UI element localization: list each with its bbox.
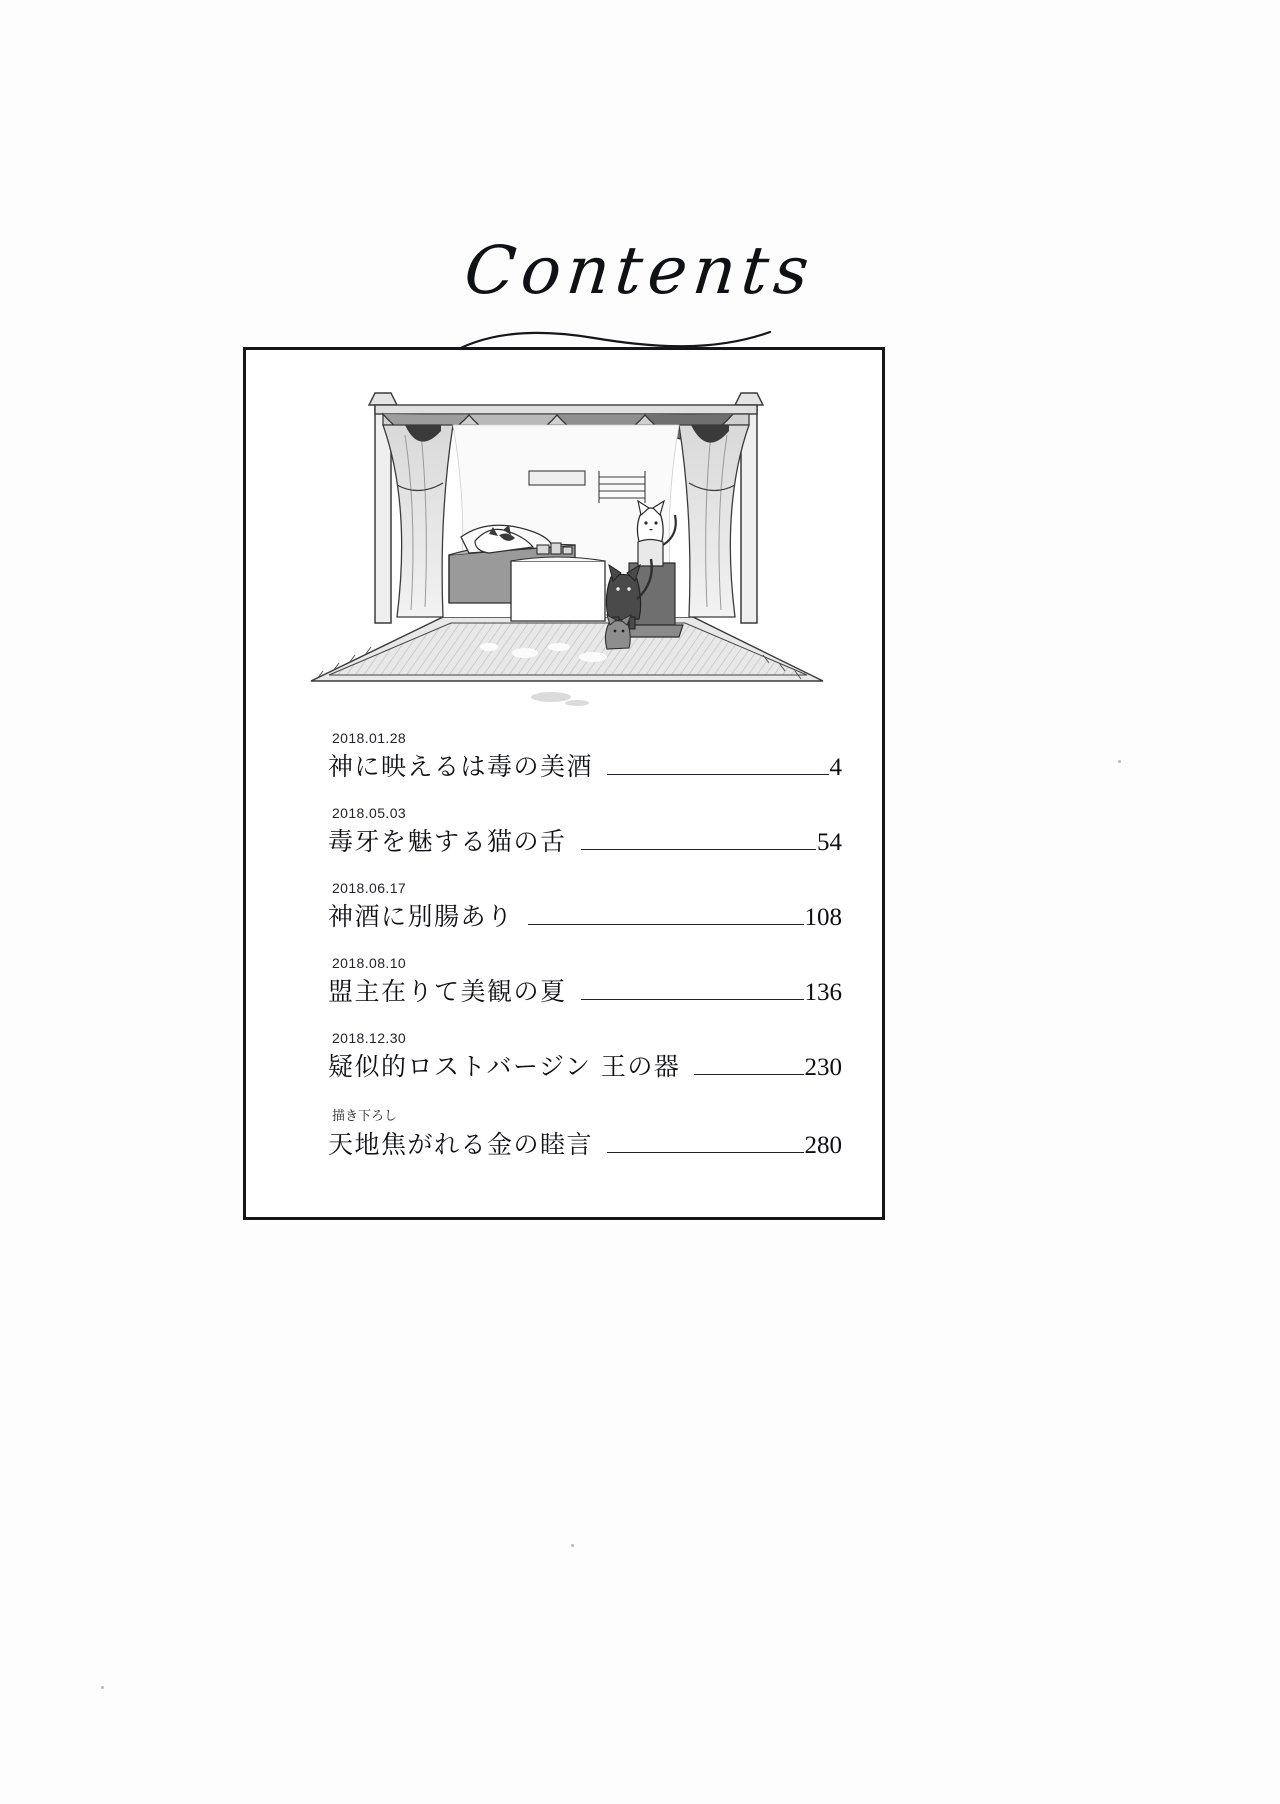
paper-speck (1118, 760, 1121, 763)
page-title (0, 232, 1280, 309)
toc-date: 2018.01.28 (332, 730, 407, 746)
toc-line (290, 972, 842, 1008)
toc-leader (694, 1074, 803, 1075)
toc-leader (581, 849, 816, 850)
toc-line (290, 747, 842, 783)
toc-leader (607, 774, 828, 775)
toc-date: 2018.06.17 (332, 880, 407, 896)
toc-date: 2018.05.03 (332, 805, 407, 821)
toc-line (290, 1125, 842, 1161)
table-of-contents (246, 730, 882, 1183)
toc-title: 盟主在りて美観の夏 (328, 977, 567, 1006)
toc-date: 描き下ろし (332, 1109, 398, 1124)
toc-entry[interactable] (290, 1105, 842, 1161)
toc-date: 2018.08.10 (332, 955, 407, 971)
toc-page-number: 4 (829, 754, 842, 781)
toc-line (290, 897, 842, 933)
toc-entry[interactable] (290, 1030, 842, 1083)
toc-title: 神に映えるは毒の美酒 (328, 752, 594, 781)
toc-date: 2018.12.30 (332, 1030, 407, 1046)
toc-line (290, 822, 842, 858)
toc-title: 疑似的ロストバージン 王の器 (328, 1052, 681, 1081)
toc-title: 神酒に別腸あり (328, 902, 514, 931)
page-title-text: Contents (461, 232, 819, 309)
toc-page-number: 136 (804, 979, 842, 1006)
contents-frame (243, 347, 885, 1220)
toc-entry[interactable] (290, 880, 842, 933)
toc-page-number: 108 (804, 904, 842, 931)
toc-entry[interactable] (290, 730, 842, 783)
toc-page-number: 230 (804, 1054, 842, 1081)
toc-title: 天地焦がれる金の睦言 (328, 1130, 594, 1159)
toc-page-number: 280 (804, 1132, 842, 1159)
toc-page-number: 54 (817, 829, 842, 856)
toc-line (290, 1047, 842, 1083)
paper-speck (571, 1544, 574, 1547)
toc-title: 毒牙を魅する猫の舌 (328, 827, 567, 856)
toc-entry[interactable] (290, 955, 842, 1008)
toc-leader (581, 999, 804, 1000)
paper-speck (101, 1686, 104, 1689)
cats-on-stage-illustration (293, 385, 839, 715)
toc-leader (528, 924, 804, 925)
toc-leader (607, 1152, 803, 1153)
toc-entry[interactable] (290, 805, 842, 858)
